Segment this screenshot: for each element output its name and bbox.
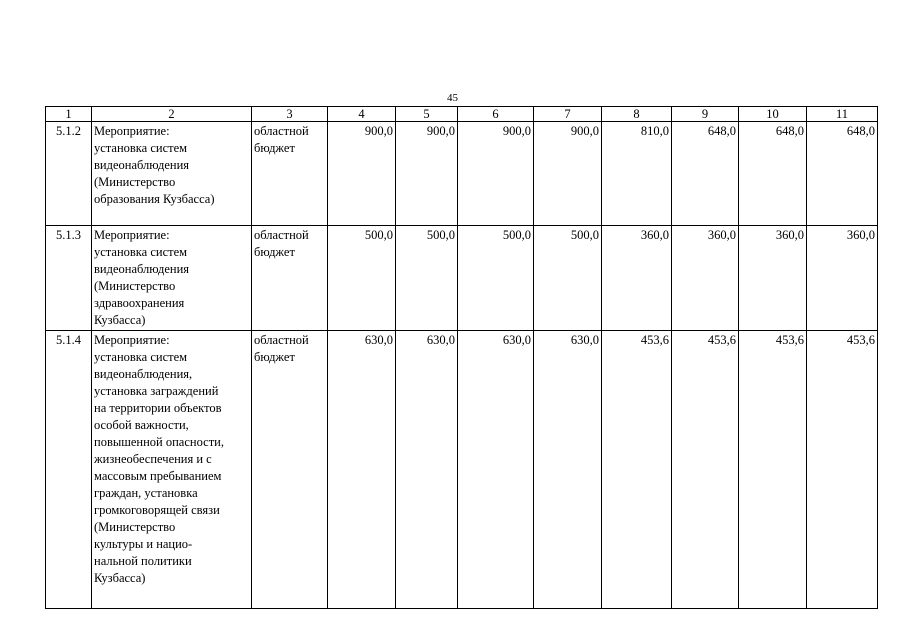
table-row (46, 331, 878, 609)
description-line: особой важности, (94, 418, 189, 432)
description-line: видеонаблюдения (94, 262, 190, 276)
description-line: граждан, установка (94, 486, 198, 500)
description-line: повышенной опасности, (94, 435, 224, 449)
description-line: жизнеобеспечения и с (94, 452, 212, 466)
value-cell: 500,0 (396, 226, 458, 331)
value-cell: 648,0 (807, 122, 878, 226)
value-cell: 360,0 (739, 226, 807, 331)
value-cell: 360,0 (602, 226, 672, 331)
value-cell: 453,6 (807, 331, 878, 609)
value-cell: 630,0 (396, 331, 458, 609)
value-cell: 630,0 (534, 331, 602, 609)
column-number: 9 (672, 107, 739, 122)
row-description (92, 226, 252, 331)
column-number: 11 (807, 107, 878, 122)
page-number: 45 (447, 92, 458, 104)
source-line: бюджет (254, 245, 295, 259)
description-line: Мероприятие: (94, 228, 170, 242)
table-row (46, 226, 878, 331)
row-index: 5.1.2 (46, 122, 92, 226)
value-cell: 360,0 (807, 226, 878, 331)
table-row (46, 122, 878, 226)
source-line: областной (254, 228, 309, 242)
description-line: громкоговорящей связи (94, 503, 220, 517)
value-cell: 453,6 (739, 331, 807, 609)
source-line: бюджет (254, 350, 295, 364)
value-cell: 648,0 (739, 122, 807, 226)
value-cell: 900,0 (396, 122, 458, 226)
value-cell: 360,0 (672, 226, 739, 331)
description-line: установка систем (94, 350, 188, 364)
row-description (92, 331, 252, 609)
column-number: 6 (458, 107, 534, 122)
value-cell: 648,0 (672, 122, 739, 226)
value-cell: 900,0 (534, 122, 602, 226)
description-line: культуры и нацио- (94, 537, 193, 551)
value-cell: 900,0 (328, 122, 396, 226)
row-index: 5.1.4 (46, 331, 92, 609)
value-cell: 453,6 (672, 331, 739, 609)
row-description (92, 122, 252, 226)
source-line: областной (254, 124, 309, 138)
description-line: видеонаблюдения, (94, 367, 193, 381)
description-line: Мероприятие: (94, 333, 170, 347)
column-number: 4 (328, 107, 396, 122)
value-cell: 453,6 (602, 331, 672, 609)
description-line: установка систем (94, 141, 188, 155)
source-line: бюджет (254, 141, 295, 155)
column-number: 7 (534, 107, 602, 122)
column-number: 1 (46, 107, 92, 122)
budget-table (45, 106, 878, 609)
column-number: 2 (92, 107, 252, 122)
column-number: 3 (252, 107, 328, 122)
description-line: (Министерство (94, 175, 176, 189)
row-index: 5.1.3 (46, 226, 92, 331)
description-line: нальной политики (94, 554, 192, 568)
description-line: Кузбасса) (94, 571, 146, 585)
column-number: 8 (602, 107, 672, 122)
value-cell: 500,0 (328, 226, 396, 331)
value-cell: 810,0 (602, 122, 672, 226)
column-number-row (46, 107, 878, 122)
funding-source (252, 226, 328, 331)
description-line: установка заграждений (94, 384, 219, 398)
column-number: 10 (739, 107, 807, 122)
value-cell: 630,0 (458, 331, 534, 609)
funding-source (252, 122, 328, 226)
description-line: на территории объектов (94, 401, 222, 415)
description-line: (Министерство (94, 279, 176, 293)
column-number: 5 (396, 107, 458, 122)
description-line: (Министерство (94, 520, 176, 534)
description-line: Мероприятие: (94, 124, 170, 138)
funding-source (252, 331, 328, 609)
description-line: установка систем (94, 245, 188, 259)
description-line: Кузбасса) (94, 313, 146, 327)
description-line: видеонаблюдения (94, 158, 190, 172)
value-cell: 500,0 (534, 226, 602, 331)
value-cell: 500,0 (458, 226, 534, 331)
source-line: областной (254, 333, 309, 347)
value-cell: 630,0 (328, 331, 396, 609)
description-line: массовым пребыванием (94, 469, 222, 483)
value-cell: 900,0 (458, 122, 534, 226)
description-line: образования Кузбасса) (94, 192, 215, 206)
description-line: здравоохранения (94, 296, 185, 310)
